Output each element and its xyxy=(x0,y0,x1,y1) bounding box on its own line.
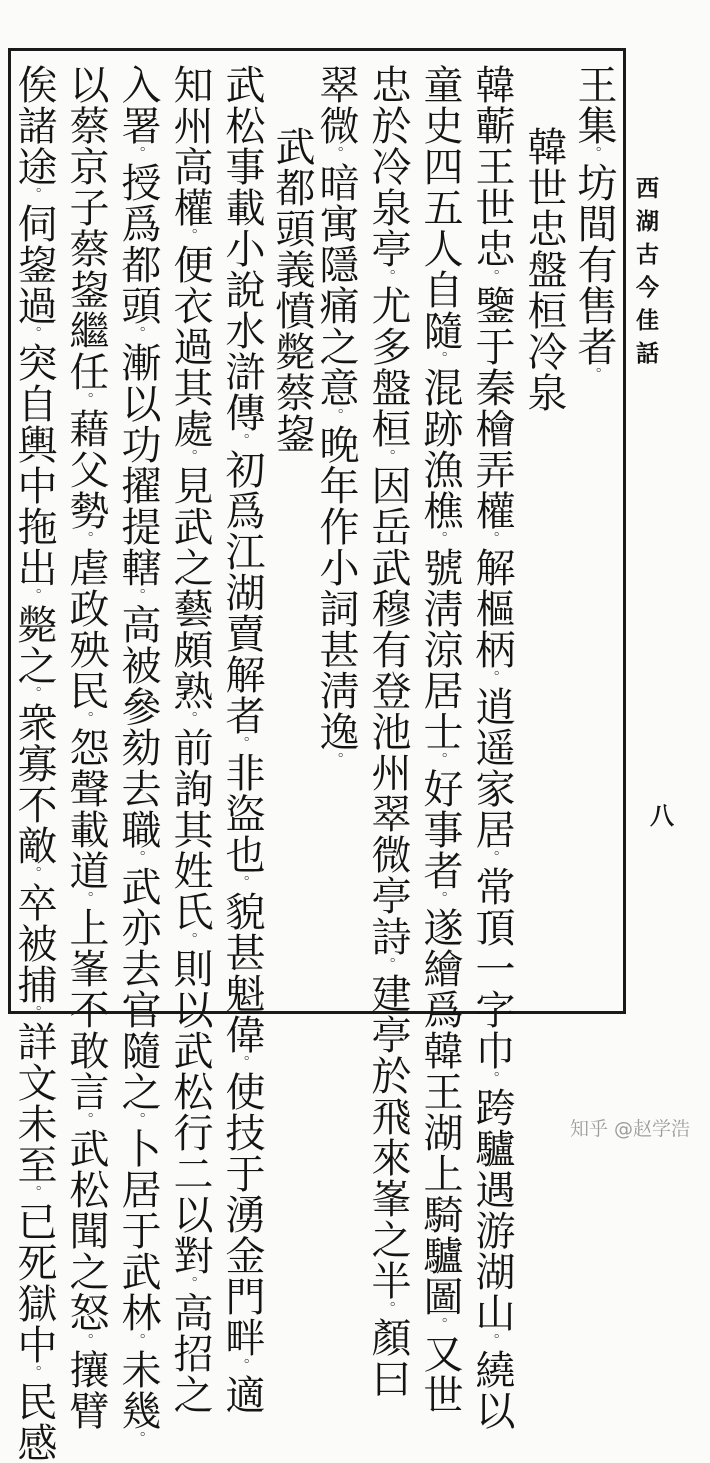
text-column: 王集。坊間有售者。 xyxy=(571,64,617,383)
text-column: 入署。授爲都頭。漸以功擢提轄。高被參劾去職。武亦去官隨之。卜居于武林。未幾。 xyxy=(115,64,161,1447)
page-number: 八 xyxy=(650,801,674,830)
text-column: 以蔡京子蔡鋆繼任。藉父勢。虐政殃民。怨聲載道。上峯不敢言。武松聞之怒。攘臂 xyxy=(63,64,109,1431)
text-column: 韓蘄王世忠。鑒于秦檜弄權。解樞柄。逍遥家居。常頂一字巾。跨驢遇游湖山。繞以 xyxy=(469,64,515,1431)
text-column: 俟諸途。伺鋆過。突自輿中拖出。斃之。衆寡不敵。卒被捕。詳文未至。已死獄中。民感 xyxy=(11,64,57,1463)
running-header: 西湖古今佳話 xyxy=(632,176,659,374)
watermark: 知乎 @赵学浩 xyxy=(569,1118,690,1140)
text-column: 知州高權。便衣過其處。見武之藝頗熟。前詢其姓氏。則以武松行二以對。高招之 xyxy=(167,64,213,1415)
text-column: 翠微。暗寓隱痛之意。晚年作小詞甚淸逸。 xyxy=(313,64,359,768)
text-column: 武都頭義憤斃蔡鋆 xyxy=(269,126,315,454)
text-column: 韓世忠盤桓冷泉 xyxy=(521,126,567,413)
text-column: 武松事載小說水滸傳。初爲江湖賣解者。非盜也。貌甚魁偉。使技于湧金門畔。適 xyxy=(219,64,265,1415)
text-column: 童史四五人自隨。混跡漁樵。號淸涼居士。好事者。遂繪爲韓王湖上騎驢圖。又世 xyxy=(417,64,463,1415)
text-column: 忠於冷泉亭。尤多盤桓。因岳武穆有登池州翠微亭詩。建亭於飛來峯之半。顏曰 xyxy=(365,64,411,1399)
